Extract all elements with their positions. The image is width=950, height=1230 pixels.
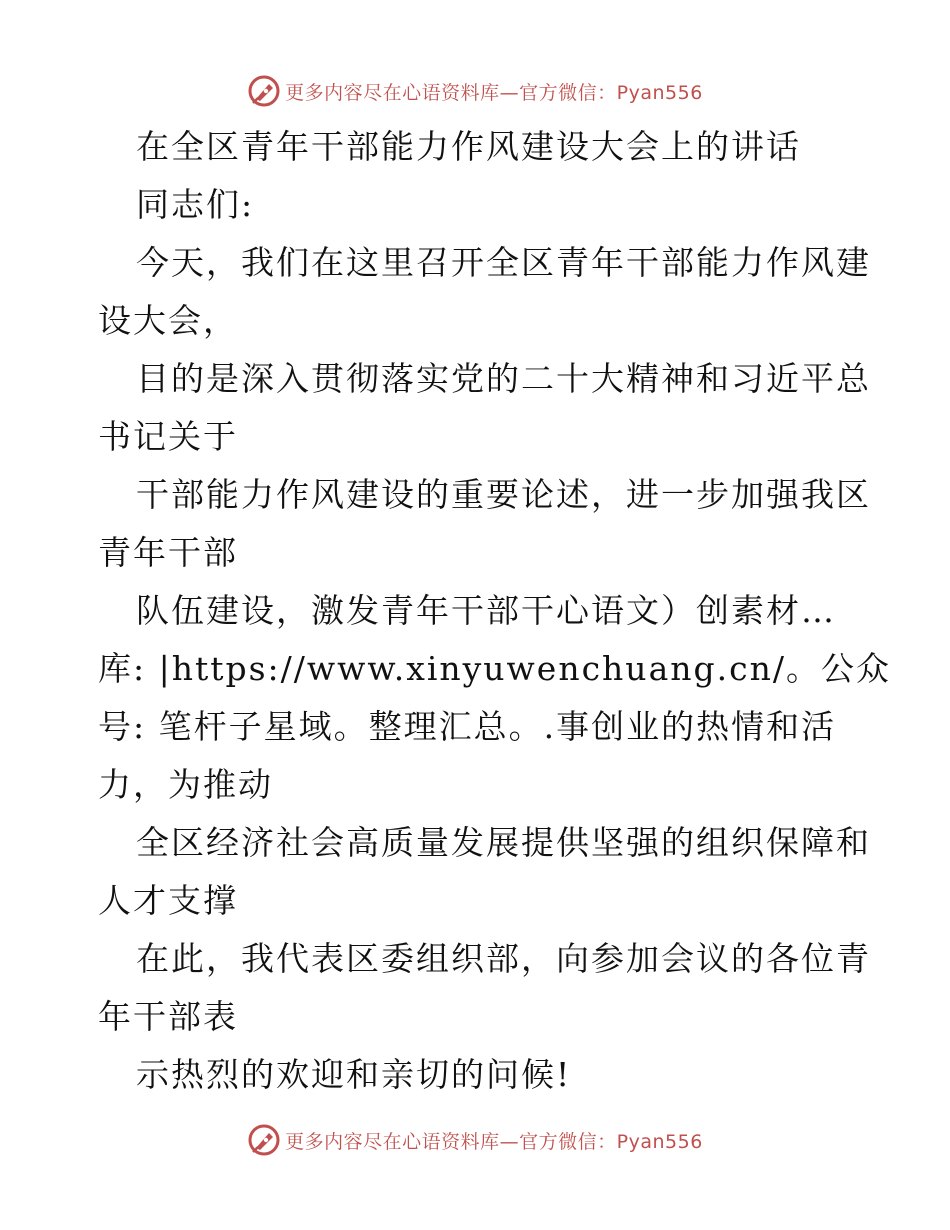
paragraph-line: 青年干部 [98,533,238,572]
paragraph-line: 示热烈的欢迎和亲切的问候! [136,1055,572,1094]
paragraph-line: 书记关于 [98,417,238,456]
paragraph-line: 干部能力作风建设的重要论述，进一步加强我区 [136,475,871,514]
paragraph-line: 目的是深入贯彻落实党的二十大精神和习近平总 [136,359,871,398]
salutation: 同志们: [136,185,255,224]
paragraph-line: 全区经济社会高质量发展提供坚强的组织保障和 [136,823,871,862]
paragraph-line: 库: |https://www.xinyuwenchuang.cn/。公众 [98,649,891,688]
document-body [98,118,891,1104]
paragraph-line: 人才支撑 [98,881,238,920]
paragraph-line: 今天，我们在这里召开全区青年干部能力作风建 [136,243,871,282]
pen-nib-logo-icon [247,74,281,108]
header-banner-text: 更多内容尽在心语资料库—官方微信：Pyan556 [285,81,703,104]
paragraph-line: 力，为推动 [98,765,273,804]
document-title: 在全区青年干部能力作风建设大会上的讲话 [136,127,801,166]
footer-banner [0,1120,950,1160]
paragraph-line: 年干部表 [98,997,238,1036]
paragraph-line: 设大会， [98,301,238,340]
pen-nib-logo-icon [247,1123,281,1157]
paragraph-line: 号: 笔杆子星域。整理汇总。.事创业的热情和活 [98,707,837,746]
footer-banner-text: 更多内容尽在心语资料库—官方微信：Pyan556 [285,1130,703,1153]
paragraph-line: 队伍建设，激发青年干部干心语文）创素材… [136,591,836,630]
header-banner [0,71,950,111]
paragraph-line: 在此，我代表区委组织部，向参加会议的各位青 [136,939,871,978]
